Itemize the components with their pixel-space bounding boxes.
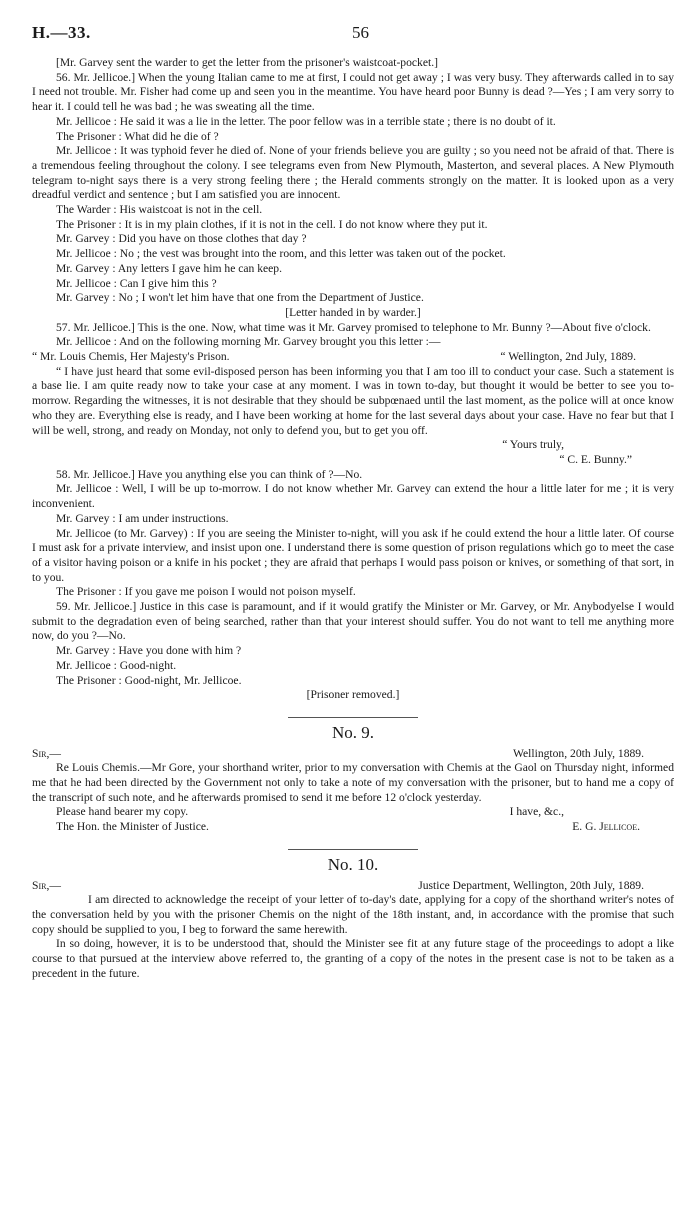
dialogue-line: The Warder : His waistcoat is not in the cell. bbox=[56, 203, 263, 217]
no9-body: Re Louis Chemis.—Mr Gore, your shorthand writer, prior to my conversation with Chemis at the Gaol on Thursday night, informed me that he had been directed by the Government not only to take a note of my conversation with the prisoner, but to hand me a copy of the transcript of such note, and he afterwards promised to send it me before 12 o'clock yesterday. bbox=[32, 761, 674, 804]
letter-body: “ I have just heard that some evil-disposed person has been informing you that I am too ill to conduct your case. Such a statement is a base lie. I am quite ready now to take your case at any moment. I was in town to-day, but thought it would be better to see you to-morrow. Regarding the witnesses, it is not desirable that they should be subpœnaed until the last moment, as the police will at once know who they are. Everything else is ready, and I have been working at home for the last several days about your case. Have no fear but that I will be well, strong, and ready on Monday, not only to defend you, but to get you off. bbox=[32, 364, 674, 437]
dialogue-line: The Prisoner : What did he die of ? bbox=[56, 129, 219, 143]
dialogue-line: The Prisoner : Good-night, Mr. Jellicoe. bbox=[56, 673, 242, 687]
dialogue-line: Mr. Jellicoe : He said it was a lie in the letter. The poor fellow was in a terrible state ; there is no doubt of it. bbox=[56, 114, 556, 128]
section-title-no9: No. 9. bbox=[331, 722, 375, 742]
no9-closing-row bbox=[32, 805, 674, 820]
letter-addressee: “ Mr. Louis Chemis, Her Majesty's Prison. bbox=[32, 350, 230, 364]
page-number: 56 bbox=[352, 23, 369, 42]
no9-heading bbox=[32, 747, 674, 762]
dialogue-line: Mr. Garvey : Did you have on those clothes that day ? bbox=[56, 232, 307, 246]
letter-heading bbox=[32, 350, 674, 365]
stage-direction: [Letter handed in by warder.] bbox=[285, 305, 421, 319]
no10-paragraph-1: I am directed to acknowledge the receipt of your letter of to-day's date, applying for a copy of the shorthand writer's notes of the conversation held by you with the prisoner Chemis on the night of the 18th instant, and, in accordance with the promise that such copy should be supplied to you, I beg to forward the same herewith. bbox=[32, 893, 674, 936]
no9-signature: E. G. Jellicoe. bbox=[572, 820, 640, 834]
stage-direction: [Mr. Garvey sent the warder to get the letter from the prisoner's waistcoat-pocket.] bbox=[56, 56, 438, 69]
dialogue-line: Mr. Jellicoe : And on the following morning Mr. Garvey brought you this letter :— bbox=[56, 335, 441, 349]
dialogue-line: The Prisoner : It is in my plain clothes, if it is not in the cell. I do not know where they put it. bbox=[56, 217, 488, 231]
stage-direction: [Prisoner removed.] bbox=[306, 688, 400, 702]
no9-salutation: Sir,— bbox=[32, 746, 61, 760]
dialogue-line: Mr. Jellicoe (to Mr. Garvey) : If you are seeing the Minister to-night, will you ask if he could extend the hour a little later. Of course I must ask for a private interview, and insist upon one. I understand there is some question of prison regulations which go to meet the case of a visitor having poison or a knife in his pocket ; they are afraid that perhaps I would pass poison or knives, or something of that sort, in to you. bbox=[32, 526, 674, 584]
no9-date: Wellington, 20th July, 1889. bbox=[513, 746, 644, 760]
letter-signature: “ C. E. Bunny.” bbox=[559, 452, 632, 466]
no9-addressee: The Hon. the Minister of Justice. bbox=[56, 820, 209, 834]
paragraph-59: 59. Mr. Jellicoe.] Justice in this case is paramount, and if it would gratify the Minister or Mr. Garvey, or Mr. Anybodyelse I would submit to the degradation even of being searched, rather than that your interest should suffer. You do not want to tell me anything more now, do you ?—No. bbox=[32, 600, 674, 643]
no9-closing: I have, &c., bbox=[509, 805, 564, 819]
letter-date: “ Wellington, 2nd July, 1889. bbox=[500, 350, 636, 364]
document-page bbox=[32, 23, 674, 981]
dialogue-line: Mr. Garvey : I am under instructions. bbox=[56, 511, 229, 525]
dialogue-line: Mr. Jellicoe : Can I give him this ? bbox=[56, 276, 217, 290]
dialogue-line: Mr. Jellicoe : Good-night. bbox=[56, 658, 177, 672]
no10-paragraph-2: In so doing, however, it is to be understood that, should the Minister see fit at any future stage of the proceedings to adopt a like course to that pursued at the interview above referred to, the granting of a copy of the notes in the present case is not to be taken as a precedent in the future. bbox=[32, 937, 674, 980]
dialogue-line: Mr. Jellicoe : No ; the vest was brought into the room, and this letter was taken out of the pocket. bbox=[56, 247, 506, 261]
no10-date: Justice Department, Wellington, 20th July, 1889. bbox=[418, 878, 644, 892]
section-title-no10: No. 10. bbox=[327, 854, 379, 874]
no9-signature-row bbox=[32, 820, 674, 835]
paragraph-56: 56. Mr. Jellicoe.] When the young Italian came to me at first, I could not get away ; I was very busy. They afterwards called in to say I need not trouble. Mr. Fisher had come up and seen you in the meantime. You have heard poor Bunny is dead ?—Yes ; I am very sorry to hear it. I could tell he was bad ; he was sweating all the time. bbox=[32, 70, 674, 114]
paragraph-58: 58. Mr. Jellicoe.] Have you anything else you can think of ?—No. bbox=[56, 467, 363, 481]
no10-heading bbox=[32, 879, 674, 894]
dialogue-line: Mr. Jellicoe : Well, I will be up to-morrow. I do not know whether Mr. Garvey can extend the hour a little later for me ; it is very inconvenient. bbox=[32, 482, 674, 511]
no9-request: Please hand bearer my copy. bbox=[56, 805, 189, 819]
paper-reference: H.—33. bbox=[32, 23, 91, 42]
dialogue-line: Mr. Garvey : Any letters I gave him he can keep. bbox=[56, 261, 283, 275]
dialogue-line: Mr. Garvey : No ; I won't let him have that one from the Department of Justice. bbox=[56, 291, 424, 305]
page-header bbox=[32, 23, 674, 56]
no10-salutation: Sir,— bbox=[32, 878, 61, 892]
dialogue-line: Mr. Garvey : Have you done with him ? bbox=[56, 644, 242, 658]
section-divider bbox=[288, 717, 418, 718]
paragraph-57: 57. Mr. Jellicoe.] This is the one. Now, what time was it Mr. Garvey promised to telephone to Mr. Bunny ?—About five o'clock. bbox=[56, 320, 651, 334]
letter-closing: “ Yours truly, bbox=[502, 438, 564, 452]
dialogue-line: The Prisoner : If you gave me poison I would not poison myself. bbox=[56, 585, 356, 599]
section-divider bbox=[288, 849, 418, 850]
dialogue-line: Mr. Jellicoe : It was typhoid fever he died of. None of your friends believe you are guilty ; so you need not be afraid of that. There is a tremendous feeling throughout the colony. I see telegrams even from New Plymouth, Masterton, and several places. A New Plymouth telegram to-night says there is a very strong feeling there ; the Herald comments strongly on the matter. It is looked upon as a very dreadful verdict and sentence ; but I am satisfied you are innocent. bbox=[32, 144, 674, 202]
